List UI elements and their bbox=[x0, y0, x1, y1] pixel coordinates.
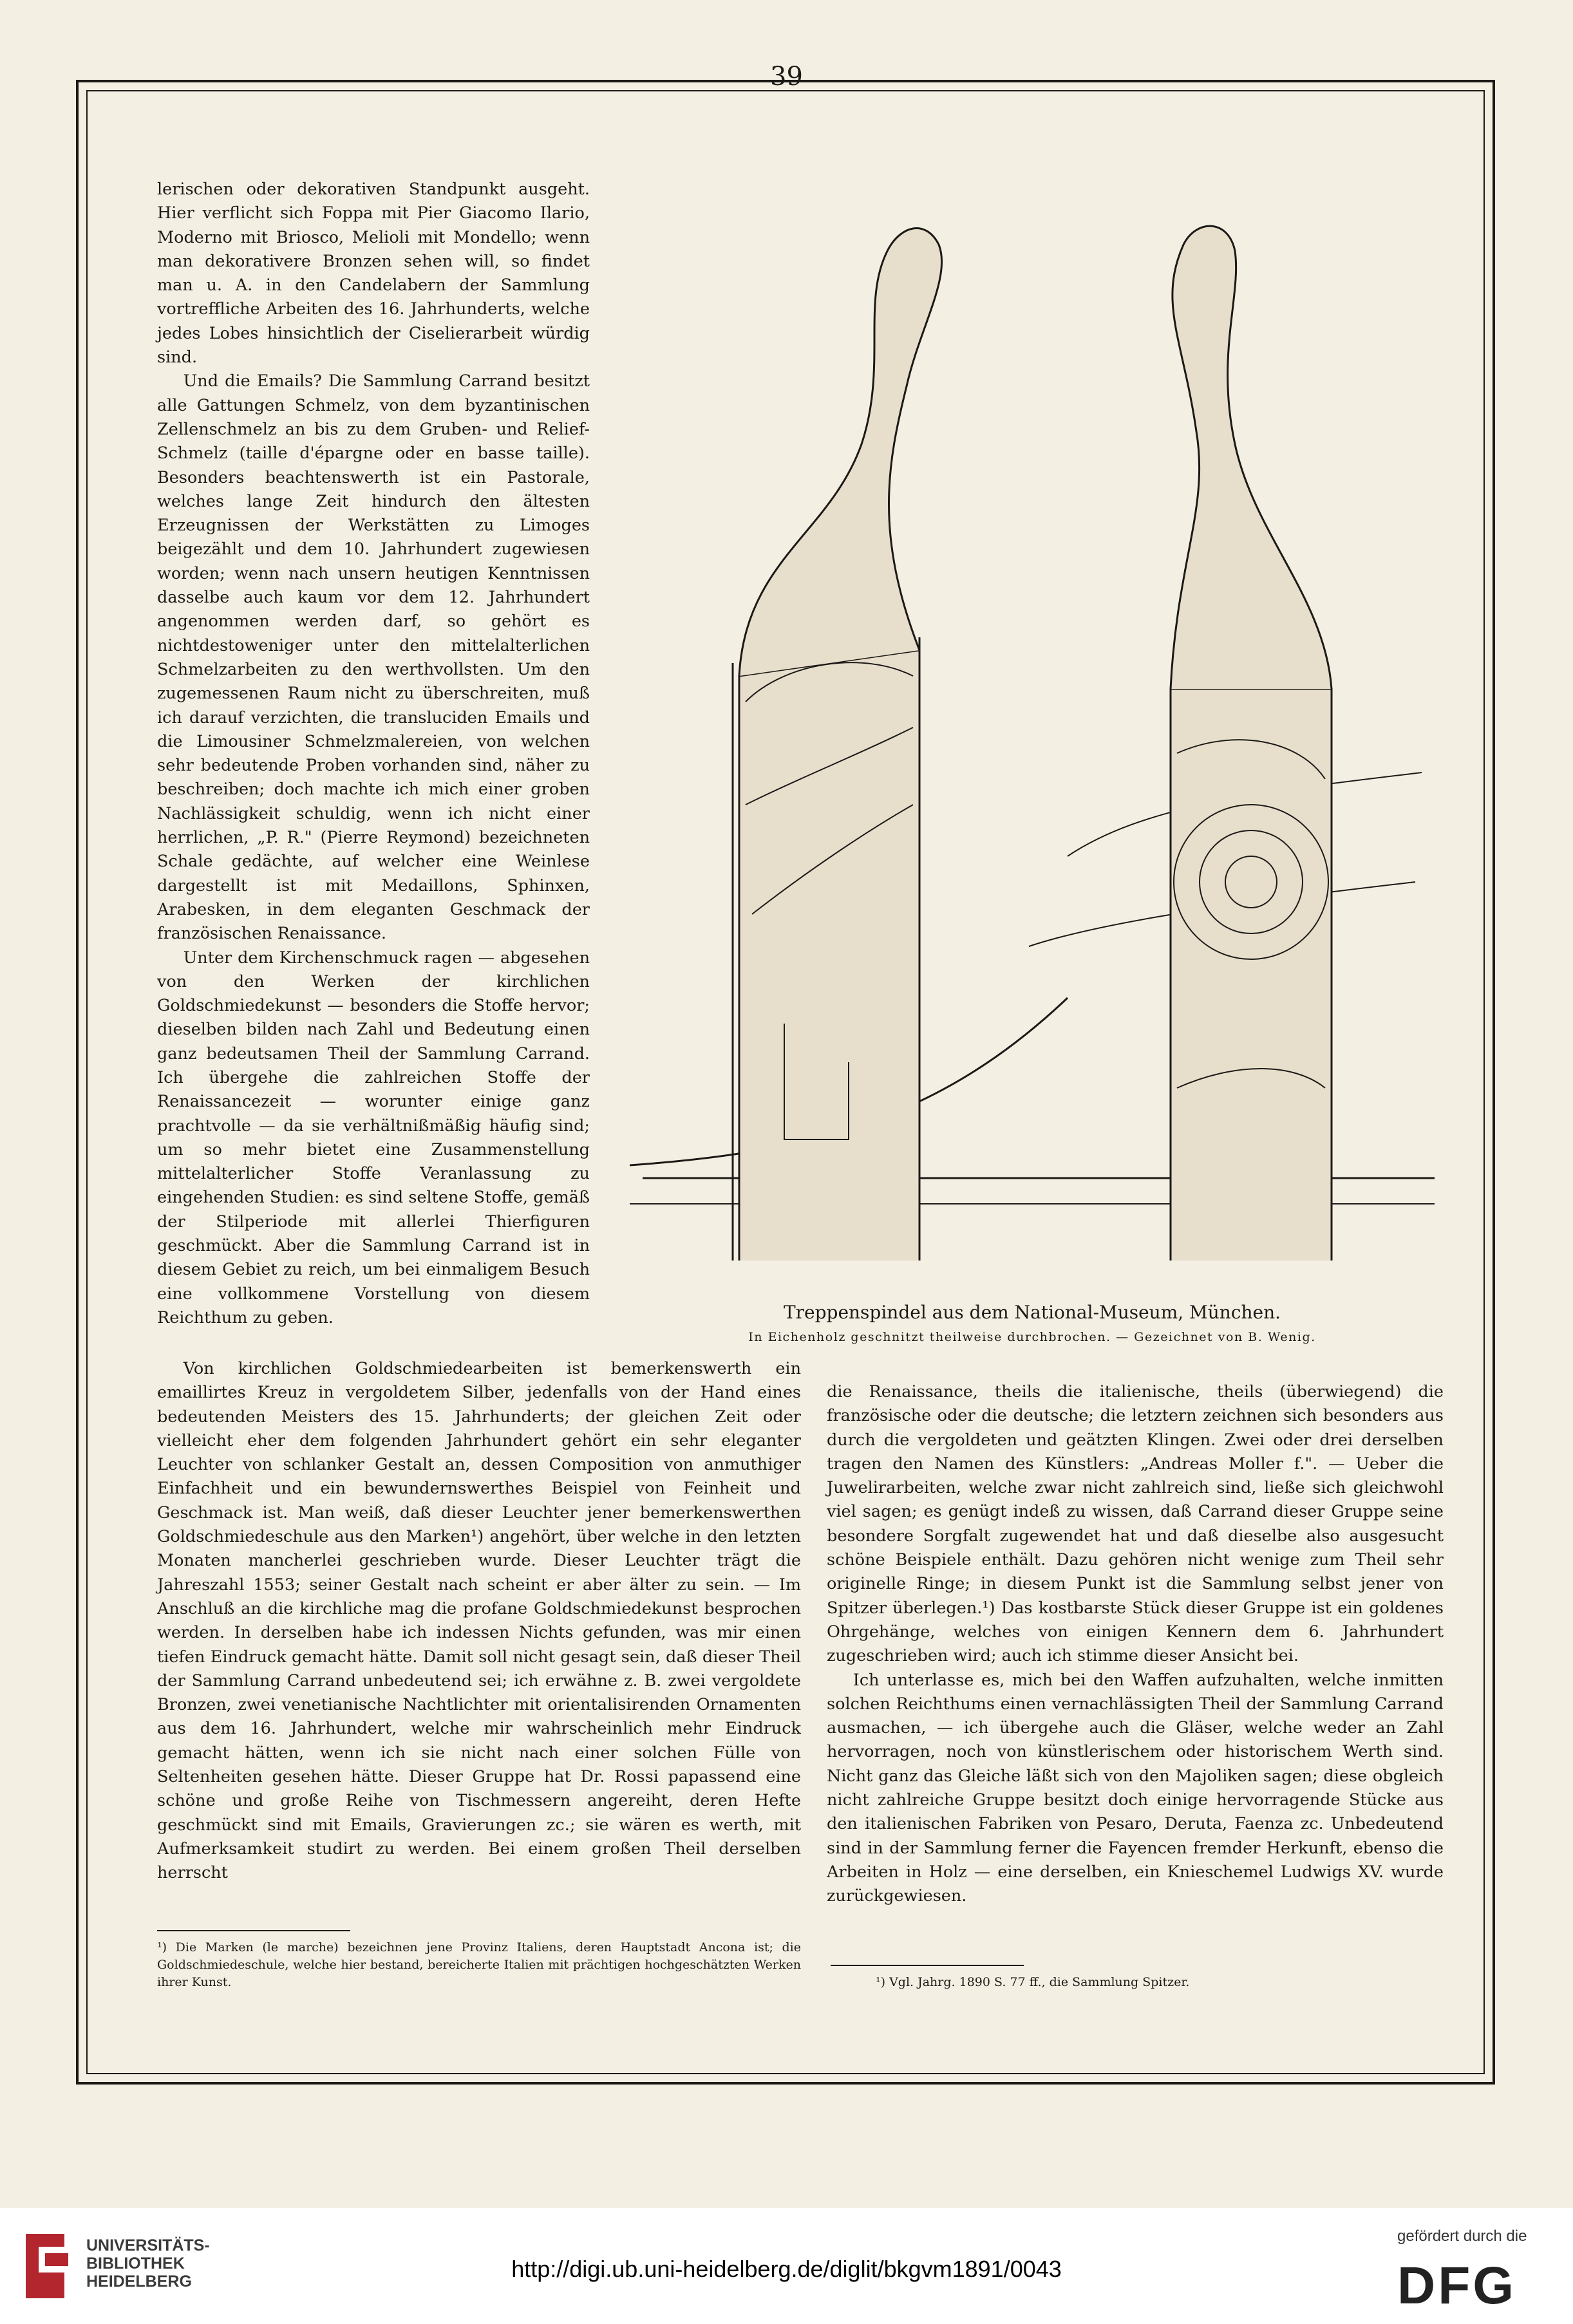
paragraph: Ich unterlasse es, mich bei den Waffen aufzuhalten, welche inmitten solchen Reichthums einen vernachlässigten Theil der Sammlung Carrand ausmachen, — ich übergehe auch die Gläser, welche weder an Zahl hervorragen, noch von künstlerischem oder historischem Werth sind. Nicht ganz das Gleiche läßt sich von den Majoliken sagen; diese obgleich nicht zahlreiche Gruppe besitzt doch einige hervorragende Stücke aus den italienischen Fabriken von Pesaro, Deruta, Faenza zc. Unbedeutend sind in der Sammlung ferner die Fayencen fremder Herkunft, ebenso die Arbeiten in Holz — eine derselben, ein Knieschemel Ludwigs XV. wurde zurückgewiesen. bbox=[827, 1670, 1444, 1906]
footnote-left: ¹) Die Marken (le marche) bezeichnen jene Provinz Italiens, deren Hauptstadt Ancona ist; die Goldschmiedeschule, welche hier bestand, bereicherte Italien mit prächtigen hochgeschätzten Werken ihrer Kunst. bbox=[157, 1940, 801, 1989]
paragraph: die Renaissance, theils die italienische, theils (überwiegend) die französische oder die deutsche; die letztern zeichnen sich besonders aus durch die vergoldeten und geätzten Klingen. Zwei oder drei derselben tragen den Namen des Künstlers: „Andreas Moller f.". — Ueber die Juwelirarbeiten, welche zwar nicht zahlreich sind, ließe sich gleichwohl viel sagen; es genügt indeß zu wissen, daß Carrand dieser Gruppe seine besondere Sorgfalt zugewendet hat und daß dieselbe also ausgesucht schöne Beispiele enthält. Dazu gehören nicht wenige zum Theil sehr originelle Ringe; in diesem Punkt ist die Sammlung selbst jener von Spitzer überlegen.¹) Das kostbarste Stück dieser Gruppe ist ein goldenes Ohrgehänge, welches von einigen Kennern dem 6. Jahrhundert zugeschrieben wird; auch ich stimme dieser Ansicht bei. bbox=[827, 1382, 1444, 1666]
footnote-rule-left bbox=[157, 1930, 350, 1931]
figure-caption: Treppenspindel aus dem National-Museum, München. bbox=[783, 1302, 1281, 1323]
footnote-rule-right bbox=[831, 1965, 1024, 1966]
bottom-left-column bbox=[157, 1357, 801, 1886]
funder-label: gefördert durch die bbox=[1397, 2227, 1527, 2245]
paragraph: Unter dem Kirchenschmuck ragen — abgesehen von den Werken der kirchlichen Goldschmiedekunst — besonders die Stoffe hervor; dieselben bilden nach Zahl und Bedeutung einen ganz bedeutsamen Theil der Sammlung Carrand. Ich übergehe die zahlreichen Stoffe der Renaissancezeit — worunter einige ganz prachtvolle — da sie verhältnißmäßig häufig sind; um so mehr bietet eine Zusammenstellung mittelalterlicher Stoffe Veranlassung zu eingehenden Studien: es sind seltene Stoffe, gemäß der Stilperiode mit allerlei Thierfiguren geschmückt. Aber die Sammlung Carrand ist in diesem Gebiet zu reich, um bei einmaligem Besuch eine vollkommene Vorstellung von diesem Reichthum zu geben. bbox=[157, 948, 590, 1327]
left-column bbox=[157, 178, 590, 1330]
digitization-footer bbox=[0, 2208, 1573, 2324]
paragraph: Von kirchlichen Goldschmiedearbeiten ist bemerkenswerth ein emaillirtes Kreuz in vergoldetem Silber, jedenfalls von der Hand eines bedeutenden Meisters des 15. Jahrhunderts; der gleichen Zeit oder vielleicht eher dem folgenden Jahrhundert gehört ein sehr eleganter Leuchter von schlanker Gestalt an, dessen Composition von anmuthiger Einfachheit und ein bewundernswerthes Beispiel von Feinheit und Geschmack ist. Man weiß, daß dieser Leuchter jener bemerkenswerthen Goldschmiedeschule aus den Marken¹) angehört, über welche in den letzten Monaten mancherlei geschrieben wurde. Dieser Leuchter trägt die Jahreszahl 1553; seiner Gestalt nach scheint er aber älter zu sein. — Im Anschluß an die kirchliche mag die profane Goldschmiedekunst besprochen werden. In derselben habe ich indessen Nichts gefunden, was mir einen tiefen Eindruck gemacht hätte. Damit soll nicht gesagt sein, daß dieser Theil der Sammlung Carrand unbedeutend sei; ich erwähne z. B. zwei vergoldete Bronzen, zwei venetianische Nachtlichter mit orientalisirenden Ornamenten aus dem 16. Jahrhundert, welche mir wahrscheinlich mehr Eindruck gemacht hätten, wenn ich sie nicht nach einer solchen Fülle von Seltenheiten gesehen hätte. Dieser Gruppe hat Dr. Rossi papassend eine schöne und große Reihe von Tischmessern angereiht, deren Hefte geschmückt sind mit Emails, Gravierungen zc.; sie wären es werth, mit Aufmerksamkeit studirt zu werden. Bei einem großen Theil derselben herrscht bbox=[157, 1359, 801, 1883]
paragraph: lerischen oder dekorativen Standpunkt ausgeht. Hier verflicht sich Foppa mit Pier Giacomo Ilario, Moderno mit Briosco, Melioli mit Mondello; wenn man dekorativere Bronzen sehen will, so findet man u. A. in den Candelabern der Sammlung vortreffliche Arbeiten des 16. Jahrhunderts, welche jedes Lobes hinsichtlich der Ciselierarbeit würdig sind. bbox=[157, 180, 590, 368]
paragraph: Und die Emails? Die Sammlung Carrand besitzt alle Gattungen Schmelz, von dem byzantinischen Zellenschmelz an bis zu dem Gruben- und Relief-Schmelz (taille d'épargne oder en basse taille). Besonders beachtenswerth ist ein Pastorale, welches lange Zeit hindurch den ältesten Erzeugnissen der Werkstätten zu Limoges beigezählt und dem 10. Jahrhundert zugewiesen worden; wenn nach unsern heutigen Kenntnissen dasselbe auch kaum vor dem 12. Jahrhundert angenommen werden darf, so gehört es nichtdestoweniger unter den mittelalterlichen Schmelzarbeiten zu den werthvollsten. Um den zugemessenen Raum nicht zu überschreiten, muß ich darauf verzichten, die transluciden Emails und die Limousiner Schmelzmalereien, von welchen sehr bedeutende Proben vorhanden sind, näher zu beschreiben; doch machte ich mich einer groben Nachlässigkeit schuldig, wenn ich nicht einer herrlichen, „P. R." (Pierre Reymond) bezeichneten Schale gedächte, auf welcher eine Weinlese dargestellt ist mit Medaillons, Sphinxen, Arabesken, in dem eleganten Geschmack der französischen Renaissance. bbox=[157, 371, 590, 944]
bottom-right-column bbox=[827, 1380, 1444, 1909]
page-number: 39 bbox=[770, 62, 803, 91]
source-url-link[interactable]: http://digi.ub.uni-heidelberg.de/diglit/bkgvm1891/0043 bbox=[511, 2256, 1062, 2282]
figure-subcaption: In Eichenholz geschnitzt theilweise durchbrochen. — Gezeichnet von B. Wenig. bbox=[748, 1330, 1316, 1344]
staircase-newel-illustration bbox=[617, 174, 1447, 1260]
footnote-right: ¹) Vgl. Jahrg. 1890 S. 77 ff., die Sammlung Spitzer. bbox=[876, 1975, 1190, 1989]
university-library-name: UNIVERSITÄTS- BIBLIOTHEK HEIDELBERG bbox=[86, 2236, 210, 2291]
dfg-logo: DFG bbox=[1397, 2256, 1517, 2315]
